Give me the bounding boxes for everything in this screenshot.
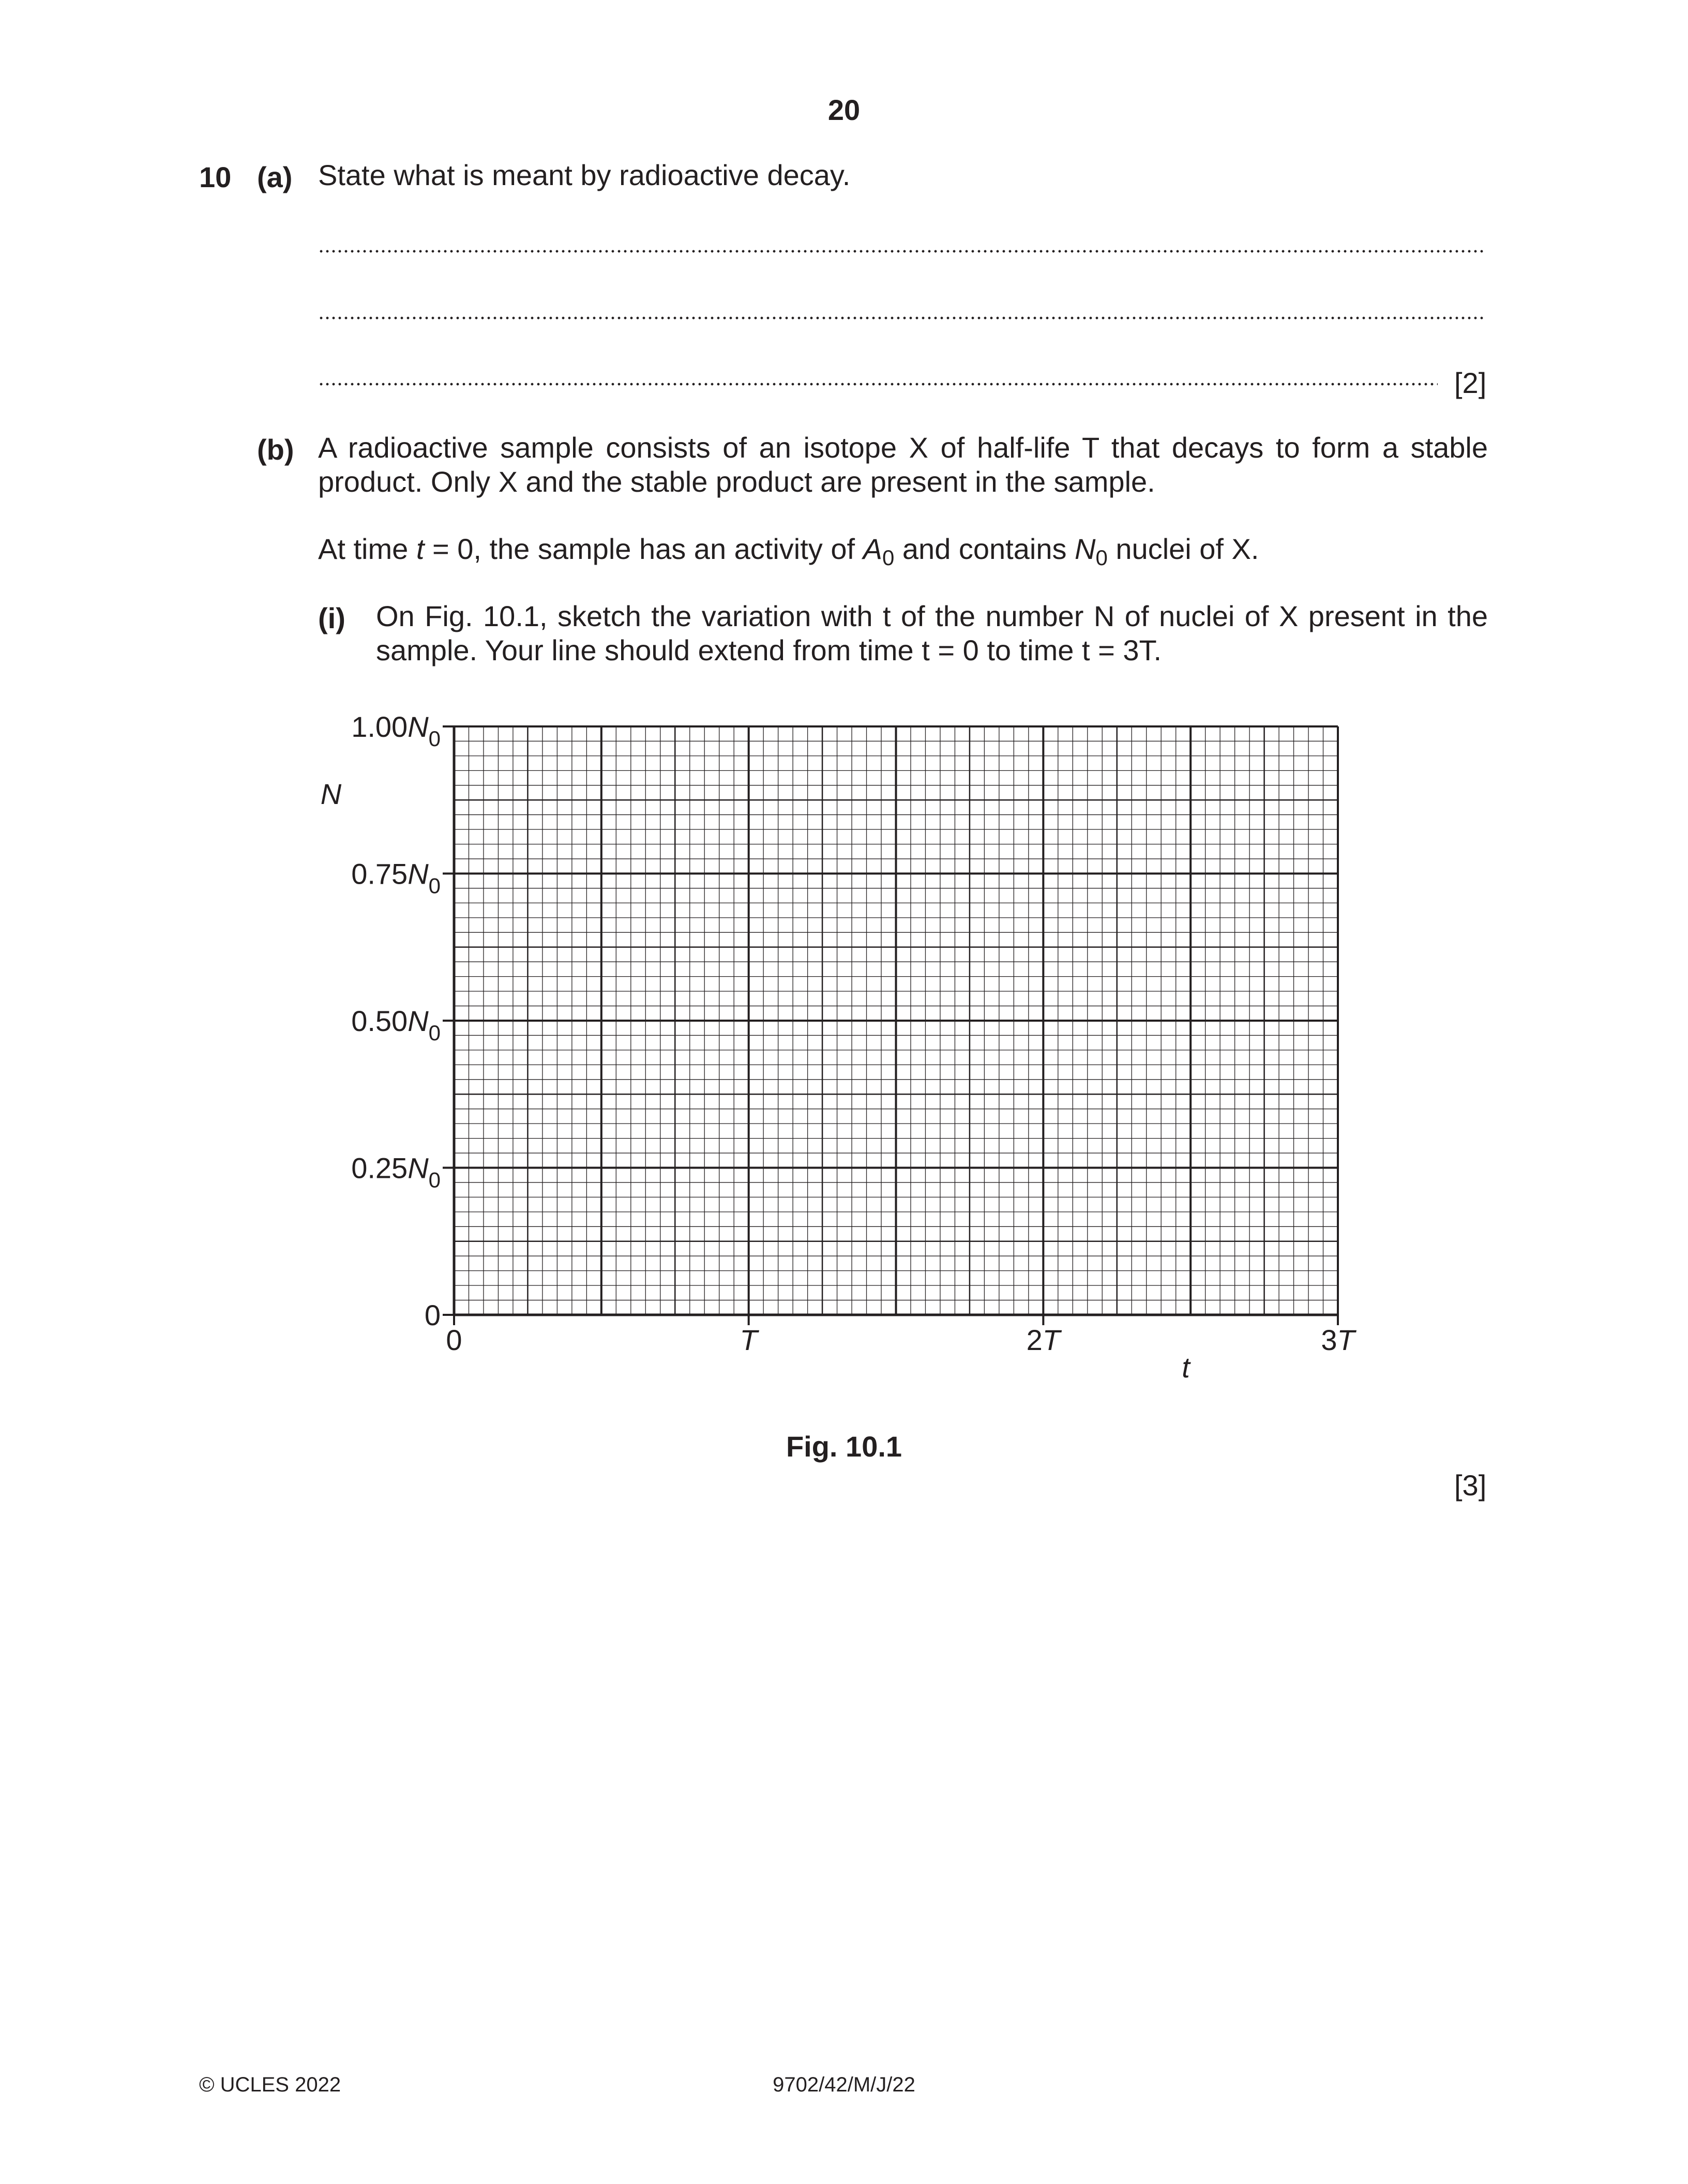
- part-b-initial-conditions: At time t = 0, the sample has an activity of $A_0$ and contains $N_0$ nuclei of X.: [318, 533, 1259, 570]
- y-tick-label: $0.50N_0$: [351, 1005, 441, 1045]
- y-axis-label: N: [320, 778, 342, 810]
- part-a-text: State what is meant by radioactive decay.: [318, 159, 851, 191]
- figure-marks: [3]: [1454, 1469, 1487, 1502]
- y-tick-label: $0.75N_0$: [351, 857, 441, 898]
- footer-code: 9702/42/M/J/22: [773, 2073, 915, 2096]
- y-tick-label: $1.00N_0$: [351, 710, 441, 751]
- x-tick-label: T: [740, 1324, 758, 1356]
- part-b-label: (b): [257, 433, 294, 466]
- grid: [454, 726, 1338, 1315]
- part-b-i-text: On Fig. 10.1, sketch the variation with t of the number N of nuclei of X present in the sample. Your line should extend from time t = 0 to time t = 3T.: [376, 600, 1488, 666]
- question-number: 10: [199, 161, 232, 193]
- part-b-i-label: (i): [318, 602, 345, 634]
- x-axis-label: t: [1182, 1351, 1190, 1384]
- x-tick-label: 0: [446, 1324, 462, 1356]
- part-a-label: (a): [257, 161, 293, 193]
- part-b-text: A radioactive sample consists of an isotope X of half-life T that decays to form a stable product. Only X and the stable product are present in the sample.: [318, 431, 1488, 498]
- x-tick-label: 2T: [1026, 1324, 1061, 1356]
- part-a-marks: [2]: [1454, 367, 1487, 399]
- y-tick-label: 0: [424, 1299, 441, 1331]
- x-tick-label: 3T: [1321, 1324, 1355, 1356]
- footer-copyright: © UCLES 2022: [199, 2073, 341, 2096]
- figure-caption: Fig. 10.1: [786, 1430, 902, 1463]
- page-number: 20: [827, 94, 861, 126]
- y-tick-label: $0.25N_0$: [351, 1151, 441, 1192]
